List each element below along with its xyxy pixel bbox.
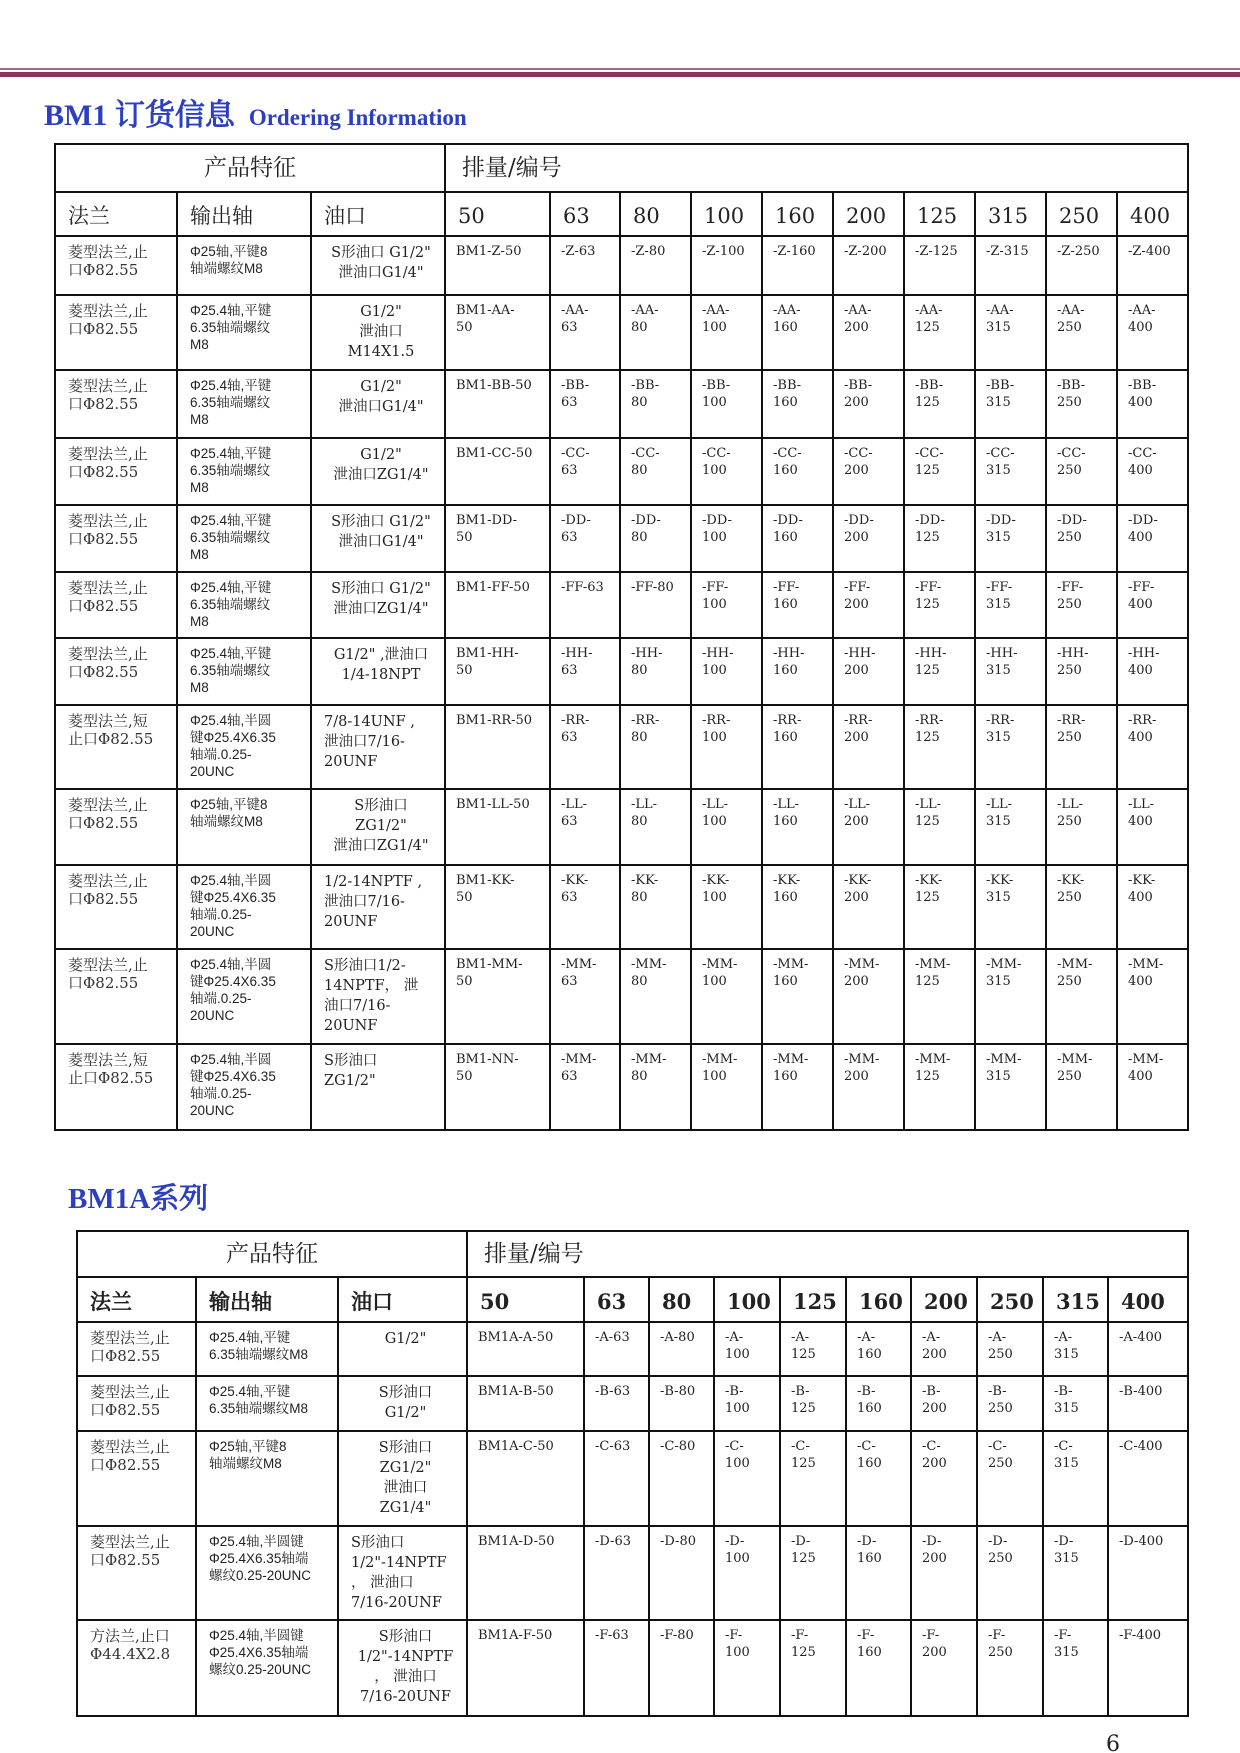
model-code-cell: -DD- 200 xyxy=(833,505,904,572)
output-shaft-cell: Φ25.4轴,半圆 键Φ25.4X6.35 轴端.0.25- 20UNC xyxy=(177,865,311,949)
oil-port-cell: S形油口 G1/2" xyxy=(338,1376,467,1431)
model-code-cell: -HH- 100 xyxy=(691,638,762,705)
column-header: 80 xyxy=(620,192,691,236)
model-code-cell: -D- 100 xyxy=(714,1526,780,1620)
output-shaft-cell: Φ25.4轴,平键 6.35轴端螺纹 M8 xyxy=(177,370,311,438)
model-code-cell: -C-80 xyxy=(649,1431,714,1526)
model-code-cell: -LL- 160 xyxy=(762,789,833,865)
model-code-cell: -DD- 400 xyxy=(1117,505,1188,572)
model-code-cell: -RR- 200 xyxy=(833,705,904,789)
header-rule-thick xyxy=(0,72,1240,77)
bm1a-ordering-table xyxy=(76,1230,1189,1717)
output-shaft-cell: Φ25.4轴,半圆 键Φ25.4X6.35 轴端.0.25- 20UNC xyxy=(177,1044,311,1130)
oil-port-cell: G1/2" 泄油口G1/4" xyxy=(311,370,445,438)
model-code-cell: -FF-63 xyxy=(550,572,620,638)
column-header: 400 xyxy=(1117,192,1188,236)
model-code-cell: -Z-63 xyxy=(550,236,620,295)
model-code-cell: -D- 125 xyxy=(780,1526,846,1620)
model-code-cell: BM1-CC-50 xyxy=(445,438,550,505)
oil-port-cell: S形油口1/2- 14NPTF， 泄 油口7/16- 20UNF xyxy=(311,949,445,1044)
model-code-cell: -MM- 315 xyxy=(975,1044,1046,1130)
table-row xyxy=(55,505,1188,572)
model-code-cell: -MM- 315 xyxy=(975,949,1046,1044)
model-code-cell: BM1-MM- 50 xyxy=(445,949,550,1044)
model-code-cell: -CC- 100 xyxy=(691,438,762,505)
table-row xyxy=(55,1044,1188,1130)
model-code-cell: -FF-80 xyxy=(620,572,691,638)
model-code-cell: -Z-125 xyxy=(904,236,975,295)
oil-port-cell: G1/2" xyxy=(338,1322,467,1376)
model-code-cell: BM1A-C-50 xyxy=(467,1431,584,1526)
model-code-cell: -C- 315 xyxy=(1043,1431,1108,1526)
model-code-cell: -B- 100 xyxy=(714,1376,780,1431)
model-code-cell: -C- 250 xyxy=(977,1431,1043,1526)
model-code-cell: -MM- 63 xyxy=(550,949,620,1044)
model-code-cell: -D- 160 xyxy=(846,1526,911,1620)
model-code-cell: -RR- 100 xyxy=(691,705,762,789)
model-code-cell: -BB- 400 xyxy=(1117,370,1188,438)
model-code-cell: -AA- 63 xyxy=(550,295,620,370)
model-code-cell: -MM- 80 xyxy=(620,1044,691,1130)
model-code-cell: -Z-200 xyxy=(833,236,904,295)
output-shaft-cell: Φ25轴,平键8 轴端螺纹M8 xyxy=(196,1431,338,1526)
column-header: 50 xyxy=(467,1277,584,1322)
column-header: 315 xyxy=(975,192,1046,236)
model-code-cell: -C- 125 xyxy=(780,1431,846,1526)
model-code-cell: -LL- 63 xyxy=(550,789,620,865)
model-code-cell: -FF- 400 xyxy=(1117,572,1188,638)
model-code-cell: -MM- 250 xyxy=(1046,1044,1117,1130)
table-row xyxy=(55,949,1188,1044)
model-code-cell: -CC- 125 xyxy=(904,438,975,505)
model-code-cell: -MM- 160 xyxy=(762,949,833,1044)
model-code-cell: -D- 250 xyxy=(977,1526,1043,1620)
model-code-cell: -FF- 250 xyxy=(1046,572,1117,638)
model-code-cell: -CC- 315 xyxy=(975,438,1046,505)
output-shaft-cell: Φ25轴,平键8 轴端螺纹M8 xyxy=(177,236,311,295)
oil-port-cell: G1/2" 泄油口ZG1/4" xyxy=(311,438,445,505)
model-code-cell: -BB- 80 xyxy=(620,370,691,438)
column-header: 100 xyxy=(691,192,762,236)
model-code-cell: -HH- 400 xyxy=(1117,638,1188,705)
flange-cell: 菱型法兰,止 口Φ82.55 xyxy=(55,949,177,1044)
model-code-cell: -Z-250 xyxy=(1046,236,1117,295)
table-row xyxy=(77,1620,1188,1716)
flange-cell: 菱型法兰,止 口Φ82.55 xyxy=(55,572,177,638)
flange-cell: 菱型法兰,止 口Φ82.55 xyxy=(55,789,177,865)
section-title-bm1a: BM1A系列 xyxy=(68,1183,209,1215)
column-header: 125 xyxy=(904,192,975,236)
output-shaft-cell: Φ25.4轴,半圆 键Φ25.4X6.35 轴端.0.25- 20UNC xyxy=(177,705,311,789)
model-code-cell: -HH- 125 xyxy=(904,638,975,705)
model-code-cell: -D-80 xyxy=(649,1526,714,1620)
column-header: 50 xyxy=(445,192,550,236)
column-header: 200 xyxy=(911,1277,977,1322)
model-code-cell: -C- 100 xyxy=(714,1431,780,1526)
model-code-cell: -Z-160 xyxy=(762,236,833,295)
model-code-cell: -KK- 125 xyxy=(904,865,975,949)
model-code-cell: -RR- 250 xyxy=(1046,705,1117,789)
model-code-cell: -FF- 125 xyxy=(904,572,975,638)
model-code-cell: -KK- 80 xyxy=(620,865,691,949)
table-row xyxy=(77,1431,1188,1526)
header-group-row xyxy=(77,1231,1188,1277)
model-code-cell: -BB- 63 xyxy=(550,370,620,438)
flange-cell: 菱型法兰,止 口Φ82.55 xyxy=(77,1322,196,1376)
model-code-cell: -D- 200 xyxy=(911,1526,977,1620)
column-header: 法兰 xyxy=(55,192,177,236)
model-code-cell: -DD- 250 xyxy=(1046,505,1117,572)
model-code-cell: -AA- 250 xyxy=(1046,295,1117,370)
table-row xyxy=(55,370,1188,438)
oil-port-cell: S形油口 G1/2" 泄油口G1/4" xyxy=(311,505,445,572)
model-code-cell: -A- 100 xyxy=(714,1322,780,1376)
model-code-cell: -KK- 100 xyxy=(691,865,762,949)
model-code-cell: -C-400 xyxy=(1108,1431,1188,1526)
model-code-cell: -A- 125 xyxy=(780,1322,846,1376)
output-shaft-cell: Φ25.4轴,平键 6.35轴端螺纹 M8 xyxy=(177,295,311,370)
model-code-cell: BM1A-A-50 xyxy=(467,1322,584,1376)
model-code-cell: -LL- 80 xyxy=(620,789,691,865)
model-code-cell: BM1-RR-50 xyxy=(445,705,550,789)
model-code-cell: -AA- 315 xyxy=(975,295,1046,370)
model-code-cell: -Z-80 xyxy=(620,236,691,295)
model-code-cell: -LL- 250 xyxy=(1046,789,1117,865)
header-group-row xyxy=(55,144,1188,192)
output-shaft-cell: Φ25.4轴,平键 6.35轴端螺纹 M8 xyxy=(177,572,311,638)
model-code-cell: -CC- 400 xyxy=(1117,438,1188,505)
oil-port-cell: S形油口 ZG1/2" xyxy=(311,1044,445,1130)
model-code-cell: BM1-LL-50 xyxy=(445,789,550,865)
model-code-cell: -DD- 125 xyxy=(904,505,975,572)
model-code-cell: -FF- 200 xyxy=(833,572,904,638)
header-row xyxy=(77,1277,1188,1322)
model-code-cell: -AA- 125 xyxy=(904,295,975,370)
model-code-cell: -C- 160 xyxy=(846,1431,911,1526)
model-code-cell: BM1A-B-50 xyxy=(467,1376,584,1431)
model-code-cell: -C-63 xyxy=(584,1431,649,1526)
model-code-cell: -KK- 250 xyxy=(1046,865,1117,949)
model-code-cell: -FF- 315 xyxy=(975,572,1046,638)
model-code-cell: -BB- 125 xyxy=(904,370,975,438)
model-code-cell: -MM- 80 xyxy=(620,949,691,1044)
flange-cell: 菱型法兰,短 止口Φ82.55 xyxy=(55,1044,177,1130)
model-code-cell: -MM- 400 xyxy=(1117,1044,1188,1130)
model-code-cell: -DD- 100 xyxy=(691,505,762,572)
model-code-cell: -RR- 160 xyxy=(762,705,833,789)
model-code-cell: -F- 160 xyxy=(846,1620,911,1716)
output-shaft-cell: Φ25.4轴,平键 6.35轴端螺纹 M8 xyxy=(177,438,311,505)
model-code-cell: -F- 250 xyxy=(977,1620,1043,1716)
model-code-cell: -B-63 xyxy=(584,1376,649,1431)
model-code-cell: -MM- 63 xyxy=(550,1044,620,1130)
table-row xyxy=(55,572,1188,638)
model-code-cell: BM1-AA- 50 xyxy=(445,295,550,370)
model-code-cell: -BB- 100 xyxy=(691,370,762,438)
oil-port-cell: 1/2-14NPTF , 泄油口7/16- 20UNF xyxy=(311,865,445,949)
column-header: 输出轴 xyxy=(177,192,311,236)
model-code-cell: -KK- 200 xyxy=(833,865,904,949)
column-header: 80 xyxy=(649,1277,714,1322)
column-header: 400 xyxy=(1108,1277,1188,1322)
column-header: 100 xyxy=(714,1277,780,1322)
model-code-cell: -KK- 63 xyxy=(550,865,620,949)
model-code-cell: -DD- 315 xyxy=(975,505,1046,572)
output-shaft-cell: Φ25.4轴,半圆键 Φ25.4X6.35轴端 螺纹0.25-20UNC xyxy=(196,1526,338,1620)
model-code-cell: -LL- 200 xyxy=(833,789,904,865)
model-code-cell: -B- 250 xyxy=(977,1376,1043,1431)
model-code-cell: -BB- 200 xyxy=(833,370,904,438)
table-row xyxy=(55,438,1188,505)
output-shaft-cell: Φ25.4轴,半圆键 Φ25.4X6.35轴端 螺纹0.25-20UNC xyxy=(196,1620,338,1716)
model-code-cell: -RR- 63 xyxy=(550,705,620,789)
model-code-cell: -A- 160 xyxy=(846,1322,911,1376)
header-displacement-code: 排量/编号 xyxy=(467,1231,1188,1277)
output-shaft-cell: Φ25.4轴,平键 6.35轴端螺纹 M8 xyxy=(177,505,311,572)
model-code-cell: -A- 250 xyxy=(977,1322,1043,1376)
column-header: 油口 xyxy=(311,192,445,236)
table-row xyxy=(77,1322,1188,1376)
bm1-ordering-table xyxy=(54,143,1189,1131)
model-code-cell: -FF- 100 xyxy=(691,572,762,638)
model-code-cell: -F-400 xyxy=(1108,1620,1188,1716)
model-code-cell: -A- 200 xyxy=(911,1322,977,1376)
model-code-cell: -D-63 xyxy=(584,1526,649,1620)
model-code-cell: -MM- 400 xyxy=(1117,949,1188,1044)
model-code-cell: BM1-DD- 50 xyxy=(445,505,550,572)
oil-port-cell: G1/2" ,泄油口 1/4-18NPT xyxy=(311,638,445,705)
model-code-cell: -A-400 xyxy=(1108,1322,1188,1376)
table-row xyxy=(55,638,1188,705)
flange-cell: 菱型法兰,止 口Φ82.55 xyxy=(77,1526,196,1620)
model-code-cell: BM1-FF-50 xyxy=(445,572,550,638)
model-code-cell: -B- 125 xyxy=(780,1376,846,1431)
model-code-cell: BM1A-D-50 xyxy=(467,1526,584,1620)
model-code-cell: -LL- 315 xyxy=(975,789,1046,865)
column-header: 125 xyxy=(780,1277,846,1322)
table-row xyxy=(55,705,1188,789)
model-code-cell: -MM- 250 xyxy=(1046,949,1117,1044)
model-code-cell: -BB- 160 xyxy=(762,370,833,438)
table-row xyxy=(77,1376,1188,1431)
column-header: 200 xyxy=(833,192,904,236)
model-code-cell: -RR- 315 xyxy=(975,705,1046,789)
column-header: 法兰 xyxy=(77,1277,196,1322)
table-row xyxy=(55,295,1188,370)
model-code-cell: -B-400 xyxy=(1108,1376,1188,1431)
output-shaft-cell: Φ25.4轴,平键 6.35轴端螺纹M8 xyxy=(196,1376,338,1431)
output-shaft-cell: Φ25.4轴,半圆 键Φ25.4X6.35 轴端.0.25- 20UNC xyxy=(177,949,311,1044)
model-code-cell: BM1-HH- 50 xyxy=(445,638,550,705)
column-header: 315 xyxy=(1043,1277,1108,1322)
model-code-cell: -HH- 63 xyxy=(550,638,620,705)
model-code-cell: -DD- 80 xyxy=(620,505,691,572)
model-code-cell: BM1-BB-50 xyxy=(445,370,550,438)
column-header: 160 xyxy=(846,1277,911,1322)
model-code-cell: -A- 315 xyxy=(1043,1322,1108,1376)
oil-port-cell: S形油口 1/2"-14NPTF ， 泄油口 7/16-20UNF xyxy=(338,1620,467,1716)
oil-port-cell: G1/2" 泄油口 M14X1.5 xyxy=(311,295,445,370)
table-row xyxy=(55,236,1188,295)
flange-cell: 菱型法兰,止 口Φ82.55 xyxy=(55,505,177,572)
header-row xyxy=(55,192,1188,236)
flange-cell: 菱型法兰,止 口Φ82.55 xyxy=(55,295,177,370)
table-row xyxy=(55,789,1188,865)
flange-cell: 菱型法兰,止 口Φ82.55 xyxy=(55,865,177,949)
column-header: 250 xyxy=(1046,192,1117,236)
model-code-cell: -F- 100 xyxy=(714,1620,780,1716)
model-code-cell: BM1-NN- 50 xyxy=(445,1044,550,1130)
model-code-cell: -DD- 63 xyxy=(550,505,620,572)
model-code-cell: -MM- 125 xyxy=(904,949,975,1044)
model-code-cell: -F- 200 xyxy=(911,1620,977,1716)
oil-port-cell: 7/8-14UNF , 泄油口7/16- 20UNF xyxy=(311,705,445,789)
model-code-cell: -CC- 160 xyxy=(762,438,833,505)
output-shaft-cell: Φ25.4轴,平键 6.35轴端螺纹 M8 xyxy=(177,638,311,705)
model-code-cell: -MM- 200 xyxy=(833,1044,904,1130)
model-code-cell: -AA- 80 xyxy=(620,295,691,370)
model-code-cell: -B-80 xyxy=(649,1376,714,1431)
model-code-cell: -LL- 100 xyxy=(691,789,762,865)
model-code-cell: -F- 125 xyxy=(780,1620,846,1716)
output-shaft-cell: Φ25.4轴,平键 6.35轴端螺纹M8 xyxy=(196,1322,338,1376)
model-code-cell: -AA- 100 xyxy=(691,295,762,370)
model-code-cell: -HH- 315 xyxy=(975,638,1046,705)
model-code-cell: -CC- 80 xyxy=(620,438,691,505)
model-code-cell: -A-80 xyxy=(649,1322,714,1376)
model-code-cell: -DD- 160 xyxy=(762,505,833,572)
header-displacement-code: 排量/编号 xyxy=(445,144,1188,192)
model-code-cell: -MM- 125 xyxy=(904,1044,975,1130)
flange-cell: 菱型法兰,止 口Φ82.55 xyxy=(55,236,177,295)
title-cn: BM1 订货信息 xyxy=(44,99,235,132)
column-header: 输出轴 xyxy=(196,1277,338,1322)
model-code-cell: -AA- 400 xyxy=(1117,295,1188,370)
model-code-cell: -A-63 xyxy=(584,1322,649,1376)
model-code-cell: -B- 315 xyxy=(1043,1376,1108,1431)
model-code-cell: -KK- 160 xyxy=(762,865,833,949)
column-header: 160 xyxy=(762,192,833,236)
model-code-cell: -LL- 400 xyxy=(1117,789,1188,865)
oil-port-cell: S形油口 ZG1/2" 泄油口 ZG1/4" xyxy=(338,1431,467,1526)
header-product-features: 产品特征 xyxy=(55,144,445,192)
flange-cell: 菱型法兰,止 口Φ82.55 xyxy=(55,438,177,505)
model-code-cell: -CC- 250 xyxy=(1046,438,1117,505)
flange-cell: 菱型法兰,止 口Φ82.55 xyxy=(77,1376,196,1431)
table-row xyxy=(77,1526,1188,1620)
model-code-cell: -B- 200 xyxy=(911,1376,977,1431)
model-code-cell: -CC- 63 xyxy=(550,438,620,505)
model-code-cell: -D- 315 xyxy=(1043,1526,1108,1620)
flange-cell: 菱型法兰,止 口Φ82.55 xyxy=(77,1431,196,1526)
model-code-cell: BM1-KK- 50 xyxy=(445,865,550,949)
model-code-cell: -LL- 125 xyxy=(904,789,975,865)
model-code-cell: -MM- 200 xyxy=(833,949,904,1044)
title-en: Ordering Information xyxy=(248,105,467,130)
model-code-cell: -BB- 250 xyxy=(1046,370,1117,438)
oil-port-cell: S形油口 ZG1/2" 泄油口ZG1/4" xyxy=(311,789,445,865)
flange-cell: 菱型法兰,短 止口Φ82.55 xyxy=(55,705,177,789)
model-code-cell: -AA- 200 xyxy=(833,295,904,370)
model-code-cell: -RR- 400 xyxy=(1117,705,1188,789)
model-code-cell: -KK- 400 xyxy=(1117,865,1188,949)
model-code-cell: -F- 315 xyxy=(1043,1620,1108,1716)
model-code-cell: -RR- 125 xyxy=(904,705,975,789)
column-header: 250 xyxy=(977,1277,1043,1322)
model-code-cell: -MM- 100 xyxy=(691,1044,762,1130)
model-code-cell: -MM- 100 xyxy=(691,949,762,1044)
model-code-cell: -D-400 xyxy=(1108,1526,1188,1620)
output-shaft-cell: Φ25轴,平键8 轴端螺纹M8 xyxy=(177,789,311,865)
flange-cell: 方法兰,止口 Φ44.4X2.8 xyxy=(77,1620,196,1716)
oil-port-cell: S形油口 G1/2" 泄油口ZG1/4" xyxy=(311,572,445,638)
header-rule xyxy=(0,68,1240,70)
model-code-cell: -Z-400 xyxy=(1117,236,1188,295)
model-code-cell: -BB- 315 xyxy=(975,370,1046,438)
model-code-cell: -Z-315 xyxy=(975,236,1046,295)
model-code-cell: -HH- 80 xyxy=(620,638,691,705)
model-code-cell: -Z-100 xyxy=(691,236,762,295)
header-product-features: 产品特征 xyxy=(77,1231,467,1277)
section-title-bm1 xyxy=(44,90,467,134)
model-code-cell: -HH- 200 xyxy=(833,638,904,705)
column-header: 63 xyxy=(550,192,620,236)
model-code-cell: -KK- 315 xyxy=(975,865,1046,949)
column-header: 63 xyxy=(584,1277,649,1322)
oil-port-cell: S形油口 1/2"-14NPTF ， 泄油口 7/16-20UNF xyxy=(338,1526,467,1620)
model-code-cell: BM1-Z-50 xyxy=(445,236,550,295)
flange-cell: 菱型法兰,止 口Φ82.55 xyxy=(55,638,177,705)
model-code-cell: -F-63 xyxy=(584,1620,649,1716)
model-code-cell: -C- 200 xyxy=(911,1431,977,1526)
table-row xyxy=(55,865,1188,949)
oil-port-cell: S形油口 G1/2" 泄油口G1/4" xyxy=(311,236,445,295)
page-number: 6 xyxy=(1106,1732,1120,1753)
model-code-cell: -RR- 80 xyxy=(620,705,691,789)
model-code-cell: -AA- 160 xyxy=(762,295,833,370)
model-code-cell: BM1A-F-50 xyxy=(467,1620,584,1716)
model-code-cell: -F-80 xyxy=(649,1620,714,1716)
model-code-cell: -HH- 160 xyxy=(762,638,833,705)
column-header: 油口 xyxy=(338,1277,467,1322)
model-code-cell: -FF- 160 xyxy=(762,572,833,638)
model-code-cell: -CC- 200 xyxy=(833,438,904,505)
flange-cell: 菱型法兰,止 口Φ82.55 xyxy=(55,370,177,438)
model-code-cell: -B- 160 xyxy=(846,1376,911,1431)
model-code-cell: -MM- 160 xyxy=(762,1044,833,1130)
model-code-cell: -HH- 250 xyxy=(1046,638,1117,705)
